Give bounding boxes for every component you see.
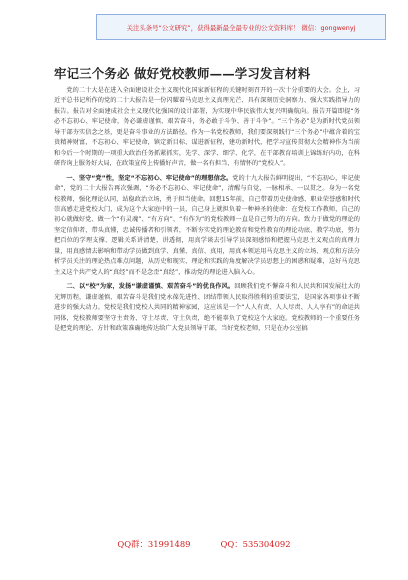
promo-banner-text: 关注头条号“公文研究”，获得最新最全最专业的公文资料库！ 微信：gongwenyj (126, 23, 356, 32)
section-heading: 一、坚守“党”性，坚定“不忘初心、牢记使命”的理想信念。 (66, 174, 233, 182)
qq-number: QQ：535304092 (220, 539, 291, 549)
promo-banner (96, 14, 386, 40)
qq-group-number: QQ群：31991489 (117, 539, 191, 549)
section-heading: 二、以“校”为家，发扬“谦虚谨慎、艰苦奋斗”的优良作风。 (66, 283, 235, 291)
paragraph-section-2 (54, 282, 360, 334)
paragraph-section-1 (54, 174, 360, 279)
paragraph-intro (54, 86, 360, 170)
paragraph-text: 回顾我们党不懈奋斗和人民共和国发展壮大的光辉历程，谦虚谨慎、艰苦奋斗是我们党永葆先进性、团结带领人民取得胜利的重要法宝，是国家各项事业不断进步的强大动力。党校是我们党校人共同的精神家园，这应该是一个“人人有责、人人尽责、人人享有”的命运共同体，党校教师要坚守主责务、守土尽责、守土负责，绝不能辜负了党校这个大家庭。党校教师的一个重要任务是把党的理论、方针和政策准确地传达给广大党员领导干部，当好党校老师，只是在办公室搞 (54, 283, 361, 332)
paragraph-text: 党的十九大报告鲜明提出，“不忘初心，牢记使命”，党的二十大报告再次强调，“务必不忘初心、牢记使命”，清醒与自觉，一脉相承、一以贯之。身为一名党校教师，强化理论认同，站稳政治立场，勇于担当使命。回想15年前，自己带着历史使命感、职业荣誉感和时代崇高感走进党校大门，成为这个大家庭中的一员，自己身上就担负着一种神圣的使命：在党校工作教师，自己的初心就做好党、做一个“有灵魂”、“有方向”、“有作为”的党校教师一直是自己努力的方向。致力于做党的理论的坚定信仰者，带头真懂，忠诚传播者和引领者，不断夯实党的理论教育和党性教育的理论功底、教学功底，努力把百位的学理支撑、逻辑关系讲清楚，讲透彻，用真学谈去引导学员深刻感悟和把握马克思主义观点的真理力量，用真感情去影响和带动学员做到真学、真懂、真信、真用，用真本领运用马克思主义的立场、观点和方法分析学员关注的理论热点难点问题，从历史和现实、理论和实践的角度解决学员思想上的困惑和疑难，这好马克思主义这个共产党人的“真经”而不是念歪“真经”，推动党的理论进入脑入心。 (54, 174, 360, 276)
paragraph-text: 党的二十大是在进入全面建设社会主义现代化国家新征程的关键时刻召开的一次十分重要的大会。会上，习近平总书记所作的党的二十大报告是一份闪耀着马克思主义真理光芒、具有深刻历史洞察力、强大实践指导力的报告。报告对全面建成社会主义现代化强国的设计部署，为实现中华民族伟大复兴明确航向。报告开篇即提“务必不忘初心、牢记使命，务必谦虚谨慎、艰苦奋斗，务必敢于斗争、善于斗争”。“三个务必”是为新时代党员领导干部夯实信念之基，更是奋斗事业的方法路径。作为一名党校教师，我们要深刻践行“三个务必”中蕴含着的宝贵精神财富，不忘初心、牢记使命，镇定新目标、谋进新征程，建功新时代，把学习宣传贯彻大会精神作为当前和今后一个时期的一项重大政治任务抓紧抓实，先学、深学、细学、化学，在干部教育培训上锦练好内功，在科研咨询上服务好大局，在政策宣传上传播好声音，做一名有担当、有情怀的“党校人”。 (54, 87, 360, 168)
document-title: 牢记三个务必 做好党校教师——学习发言材料 (54, 66, 311, 81)
document-body (54, 86, 360, 338)
contact-footer (0, 538, 408, 552)
